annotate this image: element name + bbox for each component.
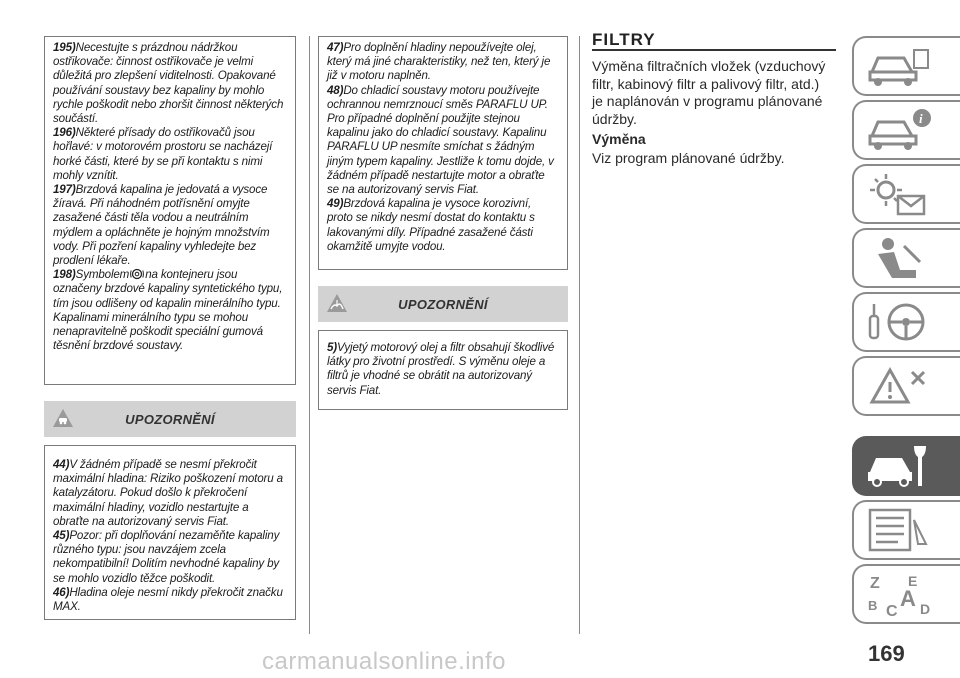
column-divider-1 (309, 36, 310, 634)
tab-maintenance[interactable] (852, 436, 960, 496)
note-198: 198)Symbolem na kontejneru jsou označeny brzdové kapaliny syntetického typu, tím jsou odlišeny od kapalin minerálního typu. Kapalinami minerálního typu se mohou nenapravitelně poškodit speciální gumová těsnění brzdové soustavy. (53, 268, 283, 353)
subheading-vymena: Výměna (592, 131, 646, 147)
svg-text:B: B (868, 598, 878, 613)
section-title: FILTRY (592, 30, 656, 49)
warning-box-1 (44, 36, 296, 385)
filters-intro: Výměna filtračních vložek (vzduchový filtr, kabinový filtr a palivový filtr, atd.) je naplánován v programu plánované údržby. (592, 58, 826, 127)
note-195: 195)Necestujte s prázdnou nádržkou ostřikovače: činnost ostřikovače je velmi důležitá pro zlepšení viditelnosti. Opakované používání soustavy bez kapaliny by mohlo rychle poškodit nebo zhoršit činnost některých součástí. (53, 41, 284, 126)
upozorneni-banner-1 (44, 401, 296, 437)
warning-lights-icon (864, 170, 934, 220)
watermark: carmanualsonline.info (262, 648, 506, 675)
section-rule (592, 49, 836, 51)
tab-starting-driving[interactable] (852, 292, 960, 352)
warning-box-4 (318, 330, 568, 410)
tab-seat-safety[interactable] (852, 228, 960, 288)
note-5: 5)Vyjetý motorový olej a filtr obsahují škodlivé látky pro životní prostředí. S výměnu oleje a filtrů je vhodné se obrátit na autorizovaný servis Fiat. (327, 341, 555, 397)
environment-hazard-icon (326, 292, 348, 314)
warning-box-2 (44, 445, 296, 620)
note-45: 45)Pozor: při doplňování nezaměňte kapaliny různého typu: jsou navzájem zcela nekompatibilní! Dolitím nevhodné kapaliny by se mohlo vozidlo těžce poškodit. (53, 529, 280, 585)
tab-technical-data[interactable] (852, 500, 960, 560)
svg-text:Z: Z (870, 575, 880, 592)
vymena-text: Viz program plánované údržby. (592, 150, 785, 166)
tab-index[interactable] (852, 564, 960, 624)
note-49: 49)Brzdová kapalina je vysoce korozivní, proto se nikdy nesmí dostat do kontaktu s lakovanými díly. Případné zasažené části okamžitě umyjte vodou. (327, 197, 535, 253)
svg-text:C: C (886, 603, 898, 620)
seat-safety-icon (864, 234, 934, 284)
column-divider-2 (579, 36, 580, 634)
technical-data-icon (864, 506, 934, 556)
tab-warning-lights[interactable] (852, 164, 960, 224)
warning-triangle-icon (52, 407, 74, 429)
note-48: 48)Do chladicí soustavy motoru používejte ochrannou nemrznoucí směs PARAFLU UP. Pro případné doplnění použijte stejnou kapalinu jako do chladicí soustavy. Kapalinu PARAFLU UP nesmíte smíchat s žádným jiným typem kapaliny. Jestliže k tomu dojde, v žádném případě nestartujte motor a obraťte se na autorizovaný servis Fiat. (327, 83, 554, 197)
index-icon (864, 570, 934, 620)
note-47: 47)Pro doplnění hladiny nepoužívejte olej, který má jiné charakteristiky, než ten, který je již v motoru naplněn. (327, 41, 551, 83)
svg-text:D: D (920, 601, 931, 617)
banner-title: UPOZORNĚNÍ (398, 296, 488, 312)
note-196: 196)Některé přísady do ostřikovačů jsou hořlavé: v motorovém prostoru se nacházejí horké části, které by se při kontaktu s nimi mohly vznítit. (53, 126, 273, 182)
dashboard-car-icon (864, 42, 934, 92)
banner-title: UPOZORNĚNÍ (125, 411, 215, 427)
car-info-icon (864, 106, 934, 156)
note-46: 46)Hladina oleje nesmí nikdy překročit značku MAX. (53, 585, 283, 614)
note-44: 44)V žádném případě se nesmí překročit maximální hladina: Riziko poškození motoru a katalyzátoru. Pokud došlo k překročení maximální hladiny, vozidlo nestartujte a obraťte na autorizovaný servis Fiat. (53, 458, 283, 528)
warning-box-3 (318, 36, 568, 270)
tab-emergency[interactable] (852, 356, 960, 416)
tab-dashboard[interactable] (852, 36, 960, 96)
emergency-icon (864, 362, 934, 412)
svg-text:E: E (908, 573, 918, 589)
brake-fluid-icon (130, 268, 144, 280)
page-number: 169 (868, 641, 905, 666)
note-197: 197)Brzdová kapalina je jedovatá a vysoce žíravá. Při náhodném potřísnění omyjte zasažené části těla vodou a neutrálním mýdlem a opláchněte je hojným množstvím vody. Při pozření kapaliny vyhledejte bez prodlení lékaře. (53, 183, 270, 268)
svg-text:i: i (919, 111, 923, 126)
svg-text:A: A (900, 586, 916, 611)
upozorneni-banner-2 (318, 286, 568, 322)
maintenance-car-icon (864, 442, 934, 492)
tab-car-info[interactable] (852, 100, 960, 160)
starting-driving-icon (864, 298, 934, 348)
